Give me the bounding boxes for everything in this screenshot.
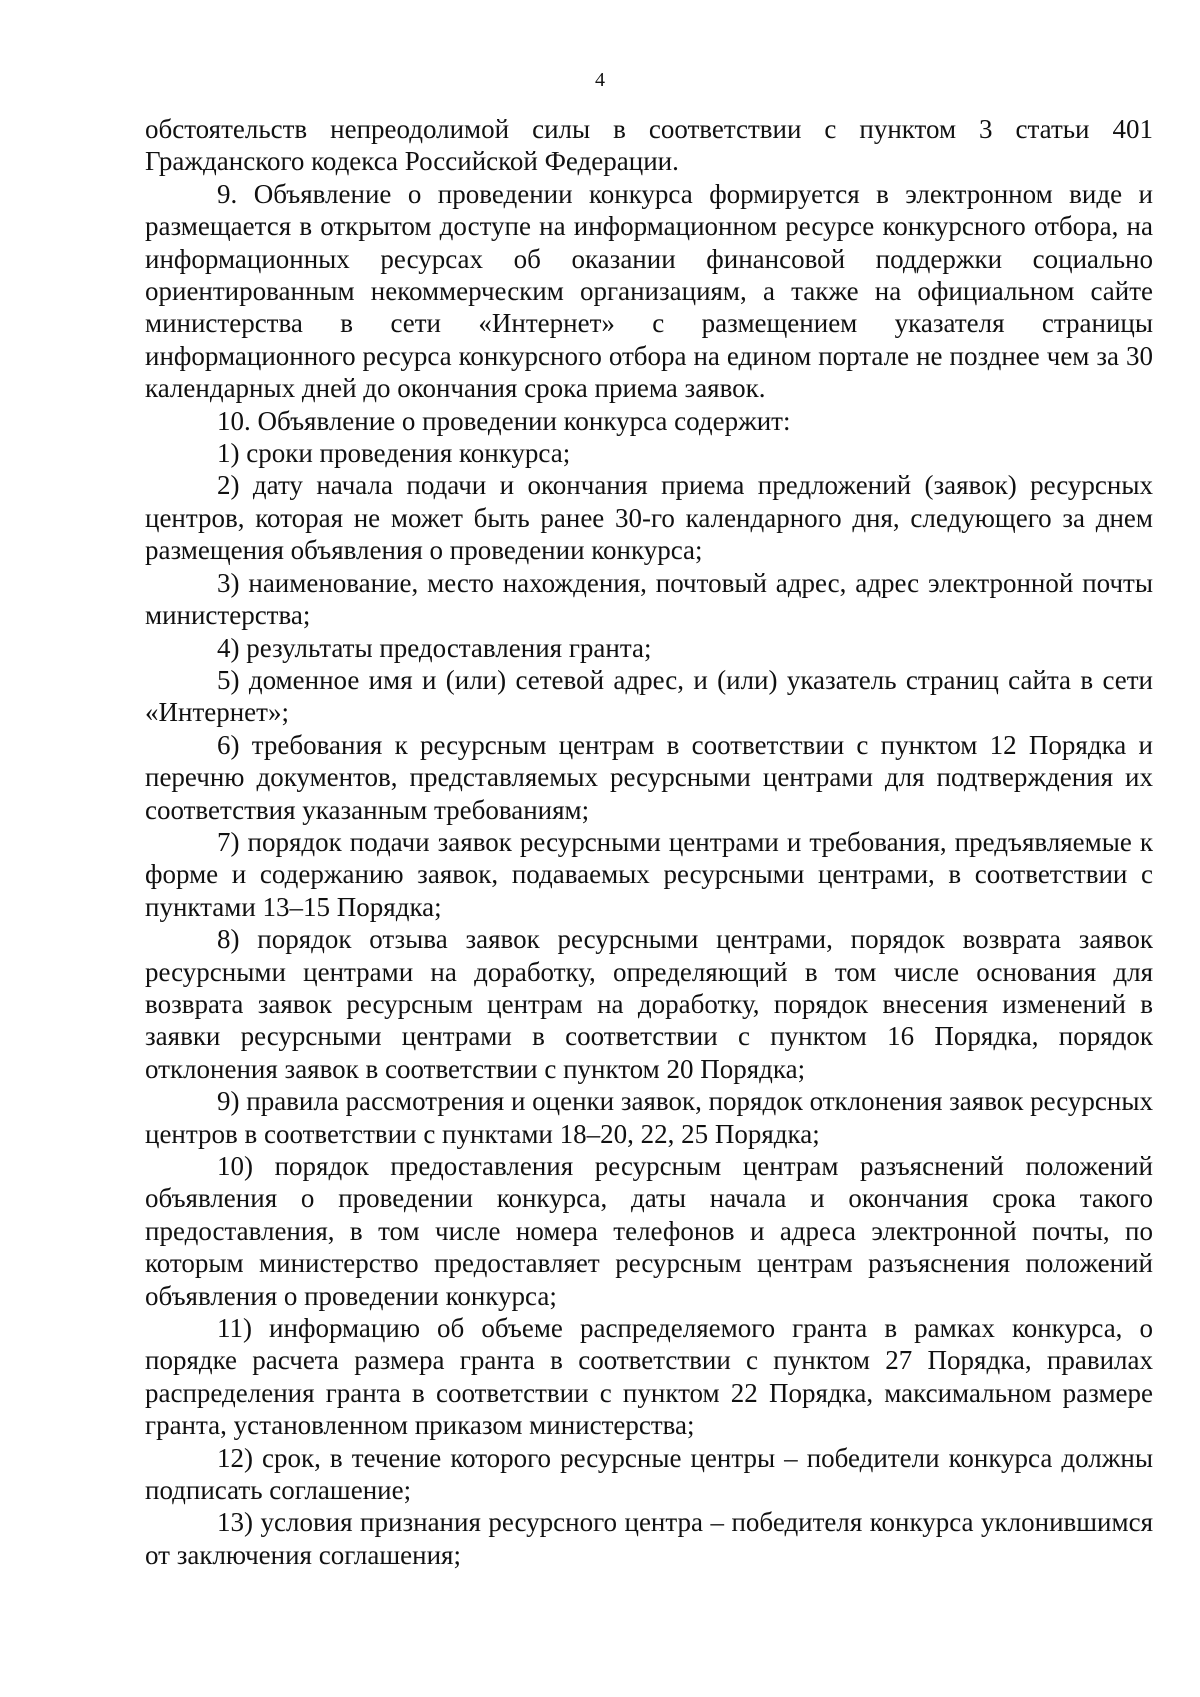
paragraph: 8) порядок отзыва заявок ресурсными центрами, порядок возврата заявок ресурсными центрами на доработку, определяющий в том числе основания для возврата заявок ресурсным центрам на доработку, порядок внесения изменений в заявки ресурсными центрами в соответствии с пунктом 16 Порядка, порядок отклонения заявок в соответствии с пунктом 20 Порядка; [145, 924, 1153, 1084]
paragraph: 9. Объявление о проведении конкурса формируется в электронном виде и размещается в открытом доступе на информационном ресурсе конкурсного отбора, на информационных ресурсах об оказании финансовой поддержки социально ориентированным некоммерческим организациям, а также на официальном сайте министерства в сети «Интернет» с размещением указателя страницы информационного ресурса конкурсного отбора на едином портале не позднее чем за 30 календарных дней до окончания срока приема заявок. [145, 178, 1153, 404]
paragraph: 3) наименование, место нахождения, почтовый адрес, адрес электронной почты министерства; [145, 567, 1153, 631]
paragraph: 10) порядок предоставления ресурсным центрам разъяснений положений объявления о проведении конкурса, даты начала и окончания срока такого предоставления, в том числе номера телефонов и адреса электронной почты, по которым министерство предоставляет ресурсным центрам разъяснения положений объявления о проведении конкурса; [145, 1151, 1153, 1311]
paragraph: 11) информацию об объеме распределяемого гранта в рамках конкурса, о порядке расчета размера гранта в соответствии с пунктом 27 Порядка, правилах распределения гранта в соответствии с пунктом 22 Порядка, максимальном размере гранта, установленном приказом министерства; [145, 1313, 1153, 1441]
paragraph: 6) требования к ресурсным центрам в соответствии с пунктом 12 Порядка и перечню документов, представляемых ресурсными центрами для подтверждения их соответствия указанным требованиям; [145, 729, 1153, 825]
paragraph: обстоятельств непреодолимой силы в соответствии с пунктом 3 статьи 401 Гражданского кодекса Российской Федерации. [145, 114, 1153, 177]
paragraph: 9) правила рассмотрения и оценки заявок, порядок отклонения заявок ресурсных центров в соответствии с пунктами 18–20, 22, 25 Порядка; [145, 1086, 1153, 1149]
paragraph: 1) сроки проведения конкурса; [217, 438, 571, 469]
paragraph: 10. Объявление о проведении конкурса содержит: [217, 405, 791, 436]
paragraph: 5) доменное имя и (или) сетевой адрес, и (или) указатель страниц сайта в сети «Интернет»; [145, 664, 1153, 728]
document-body [145, 113, 1153, 1571]
paragraph: 7) порядок подачи заявок ресурсными центрами и требования, предъявляемые к форме и содержанию заявок, подаваемых ресурсными центрами, в соответствии с пунктами 13–15 Порядка; [145, 826, 1153, 922]
paragraph: 13) условия признания ресурсного центра – победителя конкурса уклонившимся от заключения соглашения; [145, 1507, 1153, 1570]
paragraph: 2) дату начала подачи и окончания приема предложений (заявок) ресурсных центров, которая не может быть ранее 30-го календарного дня, следующего за днем размещения объявления о проведении конкурса; [145, 470, 1153, 566]
paragraph: 12) срок, в течение которого ресурсные центры – победители конкурса должны подписать соглашение; [145, 1442, 1153, 1506]
paragraph: 4) результаты предоставления гранта; [217, 632, 652, 663]
page-number: 4 [595, 69, 605, 91]
